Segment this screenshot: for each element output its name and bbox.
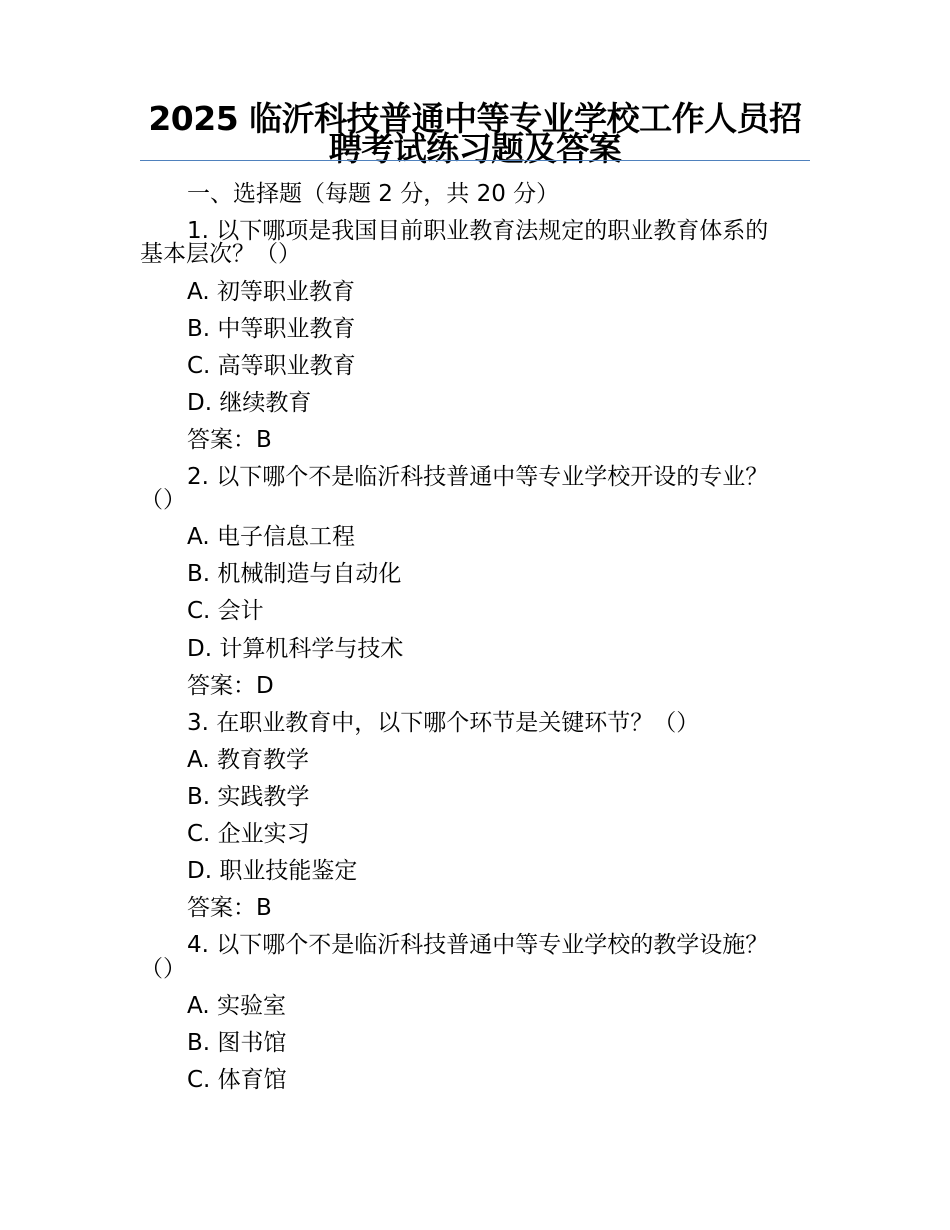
question-3-answer: 答案：B: [187, 895, 272, 921]
question-1-option-c: C. 高等职业教育: [187, 353, 356, 379]
section-heading: 一、选择题（每题 2 分，共 20 分）: [187, 181, 560, 207]
question-1-option-d: D. 继续教育: [187, 390, 312, 416]
question-2-stem-line2: （）: [140, 487, 186, 513]
question-3-option-a: A. 教育教学: [187, 747, 309, 773]
question-1-stem-line2: 基本层次？（）: [140, 241, 301, 267]
question-4-option-b: B. 图书馆: [187, 1030, 287, 1056]
question-2-stem-line1: 2. 以下哪个不是临沂科技普通中等专业学校开设的专业？: [187, 464, 769, 490]
question-3-option-d: D. 职业技能鉴定: [187, 858, 358, 884]
question-4-option-c: C. 体育馆: [187, 1067, 287, 1093]
question-4-stem-line2: （）: [140, 956, 186, 982]
question-3-option-b: B. 实践教学: [187, 784, 310, 810]
question-2-option-a: A. 电子信息工程: [187, 524, 355, 550]
question-1-answer: 答案：B: [187, 427, 272, 453]
document-title: 2025 临沂科技普通中等专业学校工作人员招聘考试练习题及答案: [148, 99, 802, 168]
question-2-answer: 答案：D: [187, 673, 274, 699]
question-2-option-b: B. 机械制造与自动化: [187, 561, 402, 587]
title-underline: [140, 160, 810, 161]
question-4-stem-line1: 4. 以下哪个不是临沂科技普通中等专业学校的教学设施？: [187, 932, 769, 958]
question-2-option-c: C. 会计: [187, 598, 264, 624]
question-1-stem-line1: 1. 以下哪项是我国目前职业教育法规定的职业教育体系的: [187, 218, 769, 244]
question-1-option-b: B. 中等职业教育: [187, 316, 356, 342]
question-2-option-d: D. 计算机科学与技术: [187, 636, 404, 662]
question-3-stem-line1: 3. 在职业教育中，以下哪个环节是关键环节？（）: [187, 710, 700, 736]
question-3-option-c: C. 企业实习: [187, 821, 310, 847]
question-1-option-a: A. 初等职业教育: [187, 279, 355, 305]
question-4-option-a: A. 实验室: [187, 993, 286, 1019]
